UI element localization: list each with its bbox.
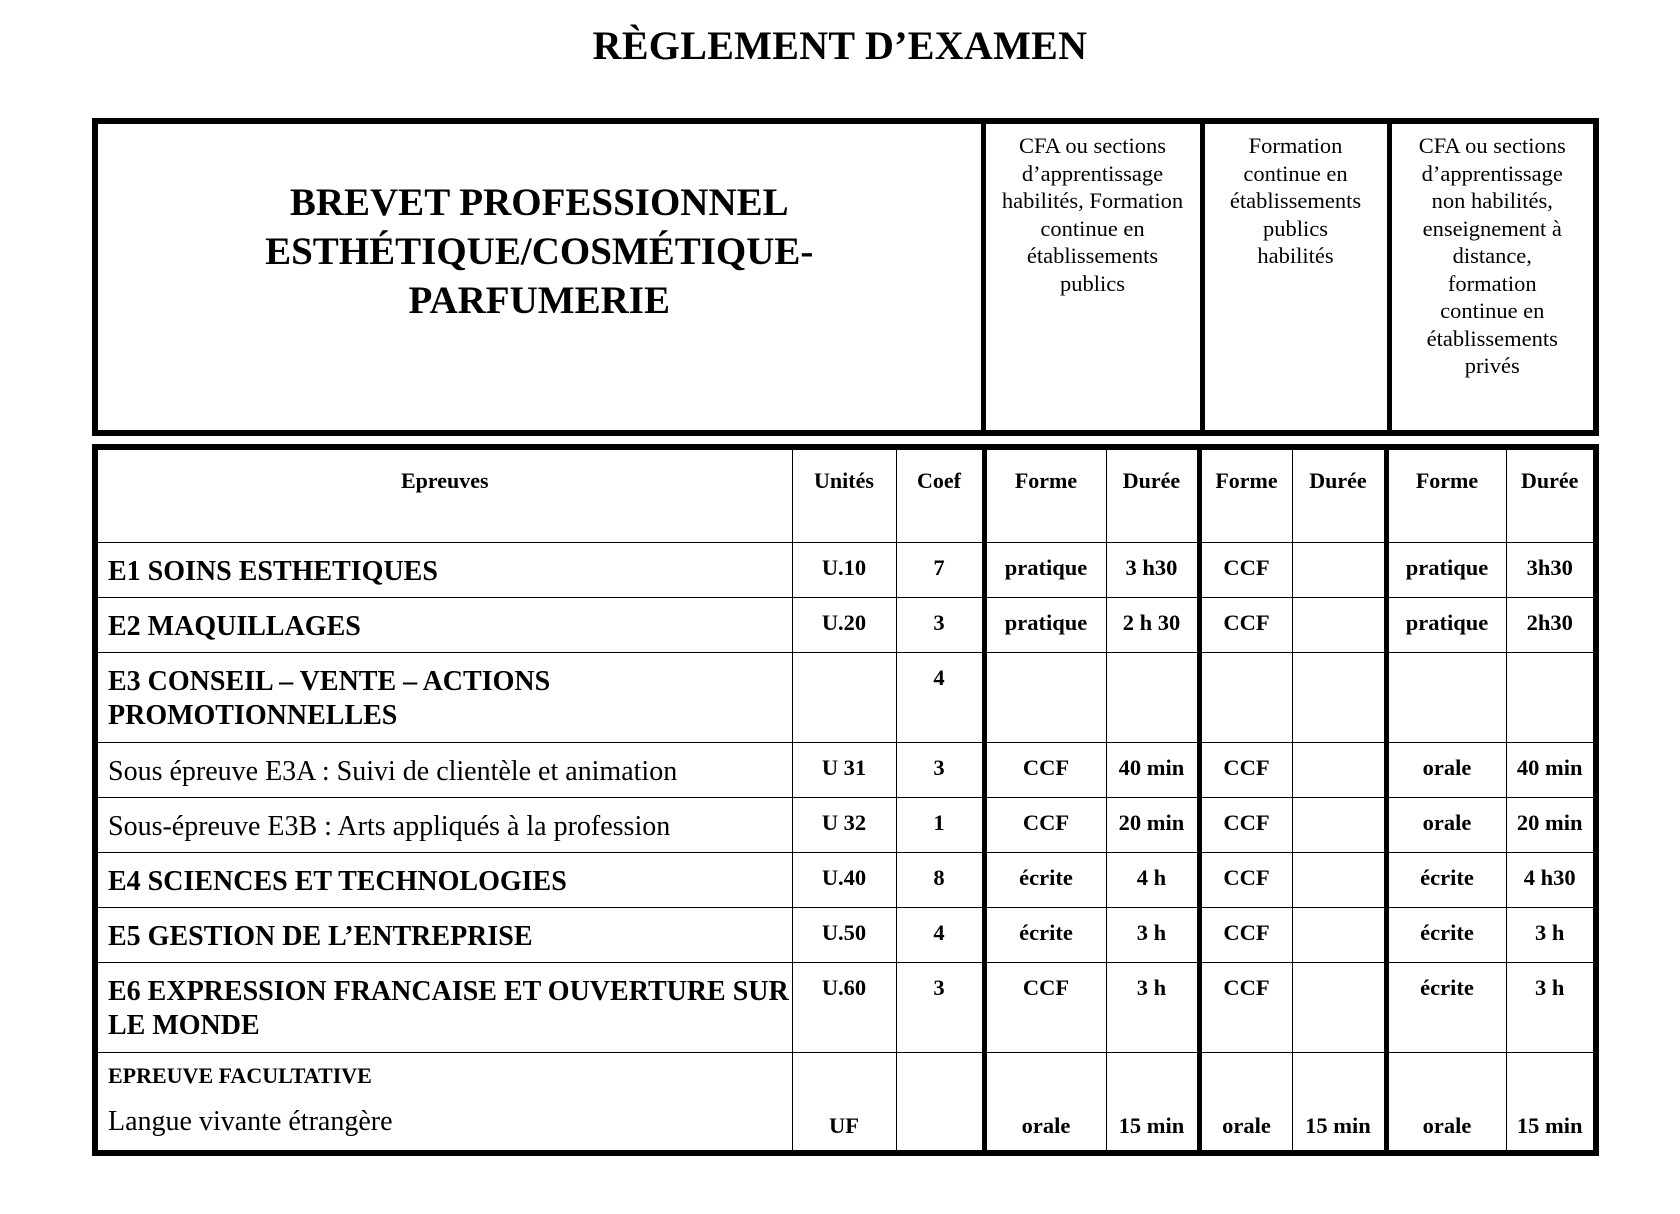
exam-label: Sous épreuve E3A : Suivi de clientèle et animation: [95, 742, 792, 797]
table-row: [95, 597, 1596, 652]
diploma-title: [95, 121, 983, 433]
table-cell: [1292, 852, 1386, 907]
table-cell: écrite: [1386, 852, 1506, 907]
table-cell: écrite: [984, 852, 1106, 907]
table-cell: [1292, 797, 1386, 852]
table-cell: 4: [896, 907, 984, 962]
exam-label: E2 MAQUILLAGES: [95, 597, 792, 652]
modality-line: privés: [1464, 353, 1520, 378]
table-cell: 8: [896, 852, 984, 907]
modality-line: continue en: [1243, 160, 1348, 186]
modality-line: distance,: [1452, 243, 1532, 268]
table-cell: pratique: [1386, 597, 1506, 652]
table-cell: CCF: [984, 742, 1106, 797]
table-row: [95, 542, 1596, 597]
table-cell: 3 h: [1106, 907, 1199, 962]
modality-line: établissements: [1026, 243, 1159, 268]
modality-line: CFA ou sections: [1018, 133, 1167, 158]
table-cell: [1292, 597, 1386, 652]
table-cell: 2 h 30: [1106, 597, 1199, 652]
exam-table: [92, 444, 1599, 1156]
table-cell: 1: [896, 797, 984, 852]
table-cell: U.10: [792, 542, 896, 597]
table-cell: 3 h: [1506, 962, 1596, 1052]
modality-line: publics: [1263, 215, 1328, 241]
column-header: Forme: [1386, 447, 1506, 542]
optional-exam-heading: EPREUVE FACULTATIVE: [108, 1062, 372, 1088]
table-cell: 15 min: [1292, 1052, 1386, 1153]
column-header: Durée: [1292, 447, 1386, 542]
table-cell: CCF: [1199, 962, 1292, 1052]
table-cell: [1386, 652, 1506, 742]
table-cell: [1106, 652, 1199, 742]
table-header-row: [95, 447, 1596, 542]
table-cell: 3: [896, 962, 984, 1052]
table-cell: orale: [984, 1052, 1106, 1153]
table-cell: [1292, 742, 1386, 797]
table-cell: [896, 1052, 984, 1153]
table-cell: [1506, 652, 1596, 742]
page-title: RÈGLEMENT D’EXAMEN: [592, 23, 1088, 68]
modality-line: d’apprentissage: [1421, 160, 1563, 186]
table-cell: [1292, 907, 1386, 962]
diploma-title-line: PARFUMERIE: [408, 279, 670, 322]
modality-line: enseignement à: [1422, 215, 1562, 241]
table-row: [95, 907, 1596, 962]
table-cell: 7: [896, 542, 984, 597]
table-row: [95, 852, 1596, 907]
table-row: [95, 742, 1596, 797]
table-cell: CCF: [1199, 742, 1292, 797]
table-cell: orale: [1386, 1052, 1506, 1153]
exam-label: E1 SOINS ESTHETIQUES: [95, 542, 792, 597]
table-cell: [1199, 652, 1292, 742]
table-cell: CCF: [984, 962, 1106, 1052]
table-cell: pratique: [984, 597, 1106, 652]
table-cell: CCF: [1199, 797, 1292, 852]
table-cell: 3 h: [1506, 907, 1596, 962]
table-cell: U 31: [792, 742, 896, 797]
table-cell: orale: [1199, 1052, 1292, 1153]
table-cell: 3 h: [1106, 962, 1199, 1052]
table-cell: pratique: [1386, 542, 1506, 597]
table-cell: UF: [792, 1052, 896, 1153]
modality-line: Formation: [1248, 133, 1343, 158]
column-header: Durée: [1106, 447, 1199, 542]
modality-line: CFA ou sections: [1418, 133, 1566, 158]
table-cell: U.50: [792, 907, 896, 962]
modality-continuing-public: [1202, 121, 1389, 433]
optional-exam-subject: Langue vivante étrangère: [108, 1105, 393, 1137]
modality-line: continue en: [1040, 215, 1145, 241]
exam-label: E3 CONSEIL – VENTE – ACTIONS PROMOTIONNELLES: [95, 652, 792, 742]
table-cell: 2h30: [1506, 597, 1596, 652]
table-cell: 15 min: [1506, 1052, 1596, 1153]
modality-line: habilités, Formation: [1001, 188, 1184, 213]
modality-line: publics: [1060, 270, 1125, 296]
column-header: Unités: [792, 447, 896, 542]
modality-line: formation: [1447, 270, 1537, 296]
table-cell: orale: [1386, 797, 1506, 852]
table-cell: CCF: [1199, 542, 1292, 597]
table-cell: U.40: [792, 852, 896, 907]
table-cell: 20 min: [1106, 797, 1199, 852]
table-cell: [1292, 652, 1386, 742]
table-cell: écrite: [1386, 962, 1506, 1052]
table-row: [95, 962, 1596, 1052]
modality-line: d’apprentissage: [1021, 160, 1164, 186]
table-row: [95, 652, 1596, 742]
table-cell: U.60: [792, 962, 896, 1052]
table-cell: [792, 652, 896, 742]
modality-line: non habilités,: [1431, 188, 1553, 213]
table-cell: 40 min: [1506, 742, 1596, 797]
table-cell: 4 h: [1106, 852, 1199, 907]
table-row: [95, 797, 1596, 852]
table-cell: [1292, 962, 1386, 1052]
table-cell: 4 h30: [1506, 852, 1596, 907]
table-cell: orale: [1386, 742, 1506, 797]
optional-exam-row: [95, 1052, 1596, 1153]
table-cell: écrite: [1386, 907, 1506, 962]
modality-public-cfa: [983, 121, 1202, 433]
diploma-header-table: [92, 118, 1599, 436]
table-cell: 3h30: [1506, 542, 1596, 597]
modality-line: établissements: [1426, 325, 1558, 351]
column-header: Forme: [984, 447, 1106, 542]
exam-label: E4 SCIENCES ET TECHNOLOGIES: [95, 852, 792, 907]
column-header: Coef: [896, 447, 984, 542]
table-cell: pratique: [984, 542, 1106, 597]
table-cell: 3: [896, 742, 984, 797]
table-cell: 3: [896, 597, 984, 652]
diploma-title-line: BREVET PROFESSIONNEL: [289, 181, 789, 224]
table-cell: [984, 652, 1106, 742]
table-cell: 20 min: [1506, 797, 1596, 852]
table-cell: écrite: [984, 907, 1106, 962]
column-header: Epreuves: [95, 447, 792, 542]
table-cell: U.20: [792, 597, 896, 652]
diploma-title-line: ESTHÉTIQUE/COSMÉTIQUE-: [265, 230, 814, 273]
table-cell: CCF: [1199, 907, 1292, 962]
optional-exam-label: [95, 1052, 792, 1153]
modality-line: établissements: [1229, 188, 1362, 213]
table-cell: CCF: [1199, 852, 1292, 907]
modality-line: continue en: [1440, 298, 1545, 323]
exam-label: Sous-épreuve E3B : Arts appliqués à la profession: [95, 797, 792, 852]
table-cell: CCF: [1199, 597, 1292, 652]
exam-label: E5 GESTION DE L’ENTREPRISE: [95, 907, 792, 962]
table-cell: CCF: [984, 797, 1106, 852]
table-cell: U 32: [792, 797, 896, 852]
table-cell: 15 min: [1106, 1052, 1199, 1153]
modality-line: habilités: [1257, 243, 1334, 268]
modality-non-habilitated: [1389, 121, 1596, 433]
table-cell: [1292, 542, 1386, 597]
column-header: Durée: [1506, 447, 1596, 542]
column-header: Forme: [1199, 447, 1292, 542]
table-cell: 40 min: [1106, 742, 1199, 797]
exam-label: E6 EXPRESSION FRANCAISE ET OUVERTURE SUR LE MONDE: [95, 962, 792, 1052]
table-cell: 4: [896, 652, 984, 742]
table-cell: 3 h30: [1106, 542, 1199, 597]
